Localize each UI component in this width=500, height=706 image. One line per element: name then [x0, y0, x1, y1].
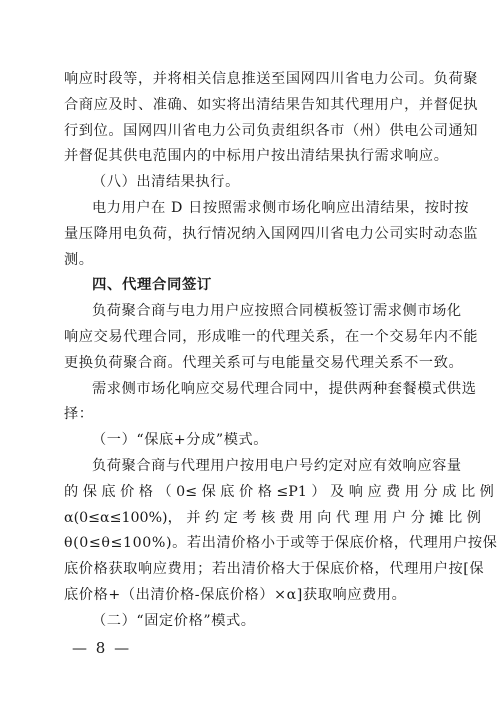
- paragraph-line: 测。: [64, 251, 94, 268]
- paragraph-line: 底价格+（出清价格-保底价格）×α]获取响应费用。: [64, 587, 407, 603]
- subsection-heading: （八）出清结果执行。: [92, 174, 240, 191]
- paragraph-line: α(0≤α≤100%)， 并 约 定 考 核 费 用 向 代 理 用 户 分 摊 比 例: [64, 509, 481, 526]
- paragraph-line: 响应交易代理合同，形成唯一的代理关系，在一个交易年内不能: [64, 329, 479, 345]
- paragraph-line: 量压降用电负荷，执行情况纳入国网四川省电力公司实时动态监: [64, 225, 479, 242]
- section-heading: 四、代理合同签订: [92, 277, 212, 294]
- paragraph-line: 负荷聚合商与代理用户按用电户号约定对应有效响应容量: [92, 458, 462, 474]
- paragraph-line: 电力用户在 D 日按照需求侧市场化响应出清结果，按时按: [92, 200, 470, 216]
- page-number: — 8 —: [72, 639, 132, 657]
- paragraph-line: 响应时段等，并将相关信息推送至国网四川省电力公司。负荷聚: [64, 71, 479, 87]
- subsection-heading: （二）“固定价格”模式。: [92, 612, 256, 629]
- paragraph-line: 合商应及时、准确、如实将出清结果告知其代理用户，并督促执: [64, 96, 479, 113]
- paragraph-line: 的 保 底 价 格 （ 0≤ 保 底 价 格 ≤P1 ） 及 响 应 费 用 分 成 比 例: [64, 483, 494, 500]
- paragraph-line: 需求侧市场化响应交易代理合同中，提供两种套餐模式供选: [92, 380, 477, 397]
- paragraph-line: 负荷聚合商与电力用户应按照合同模板签订需求侧市场化: [92, 303, 462, 320]
- paragraph-line: θ(0≤θ≤100%)。若出清价格小于或等于保底价格，代理用户按保: [64, 535, 498, 552]
- paragraph-line: 行到位。国网四川省电力公司负责组织各市（州）供电公司通知: [64, 122, 479, 139]
- paragraph-line: 底价格获取响应费用；若出清价格大于保底价格，代理用户按[保: [64, 561, 485, 578]
- paragraph-line: 并督促其供电范围内的中标用户按出清结果执行需求响应。: [64, 148, 449, 165]
- subsection-heading: （一）“保底+分成”模式。: [92, 432, 269, 449]
- paragraph-line: 择：: [64, 406, 94, 423]
- paragraph-line: 更换负荷聚合商。代理关系可与电能量交易代理关系不一致。: [64, 354, 464, 371]
